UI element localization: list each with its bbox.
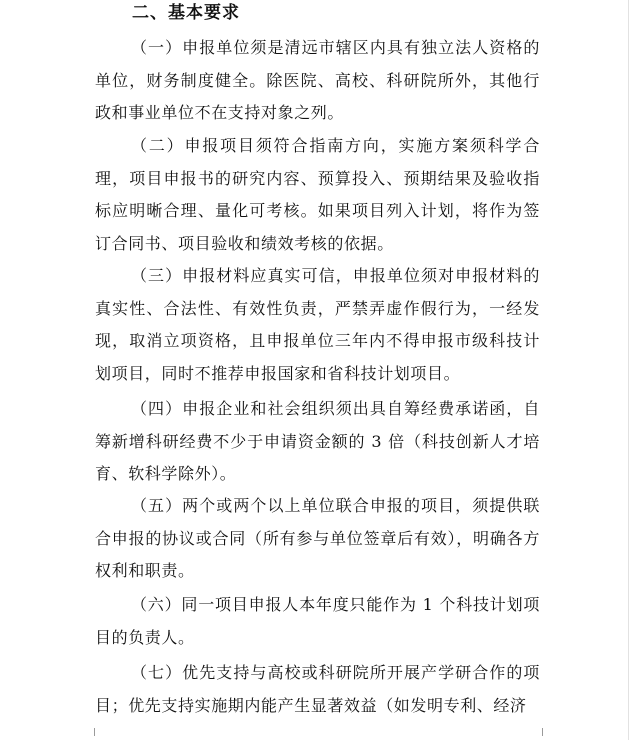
crop-mark-right	[542, 728, 553, 736]
requirement-paragraph-5: （五）两个或两个以上单位联合申报的项目，须提供联合申报的协议或合同（所有参与单位签章后有效），明确各方权利和职责。	[95, 496, 540, 580]
crop-mark-left	[84, 728, 95, 736]
requirement-paragraph-4: （四）申报企业和社会组织须出具自筹经费承诺函，自筹新增科研经费不少于申请资金额的 3 倍（科技创新人才培育、软科学除外）。	[95, 399, 540, 483]
requirement-paragraph-2: （二）申报项目须符合指南方向，实施方案须科学合理，项目申报书的研究内容、预算投入、预期结果及验收指标应明晰合理、量化可考核。如果项目列入计划，将作为签订合同书、项目验收和绩效考核的依据。	[95, 136, 540, 253]
requirement-paragraph-7: （七）优先支持与高校或科研院所开展产学研合作的项目；优先支持实施期内能产生显著效益（如发明专利、经济	[95, 663, 540, 715]
page-edge-line	[628, 0, 629, 740]
requirement-paragraph-1: （一）申报单位须是清远市辖区内具有独立法人资格的单位，财务制度健全。除医院、高校、科研院所外，其他行政和事业单位不在支持对象之列。	[95, 38, 540, 122]
requirement-paragraph-6: （六）同一项目申报人本年度只能作为 1 个科技计划项目的负责人。	[95, 595, 540, 647]
requirement-paragraph-3: （三）申报材料应真实可信，申报单位须对申报材料的真实性、合法性、有效性负责，严禁弄虚作假行为，一经发现，取消立项资格，且申报单位三年内不得申报市级科技计划项目，同时不推荐申报国家和省科技计划项目。	[95, 266, 540, 383]
section-heading: 二、基本要求	[132, 3, 240, 23]
